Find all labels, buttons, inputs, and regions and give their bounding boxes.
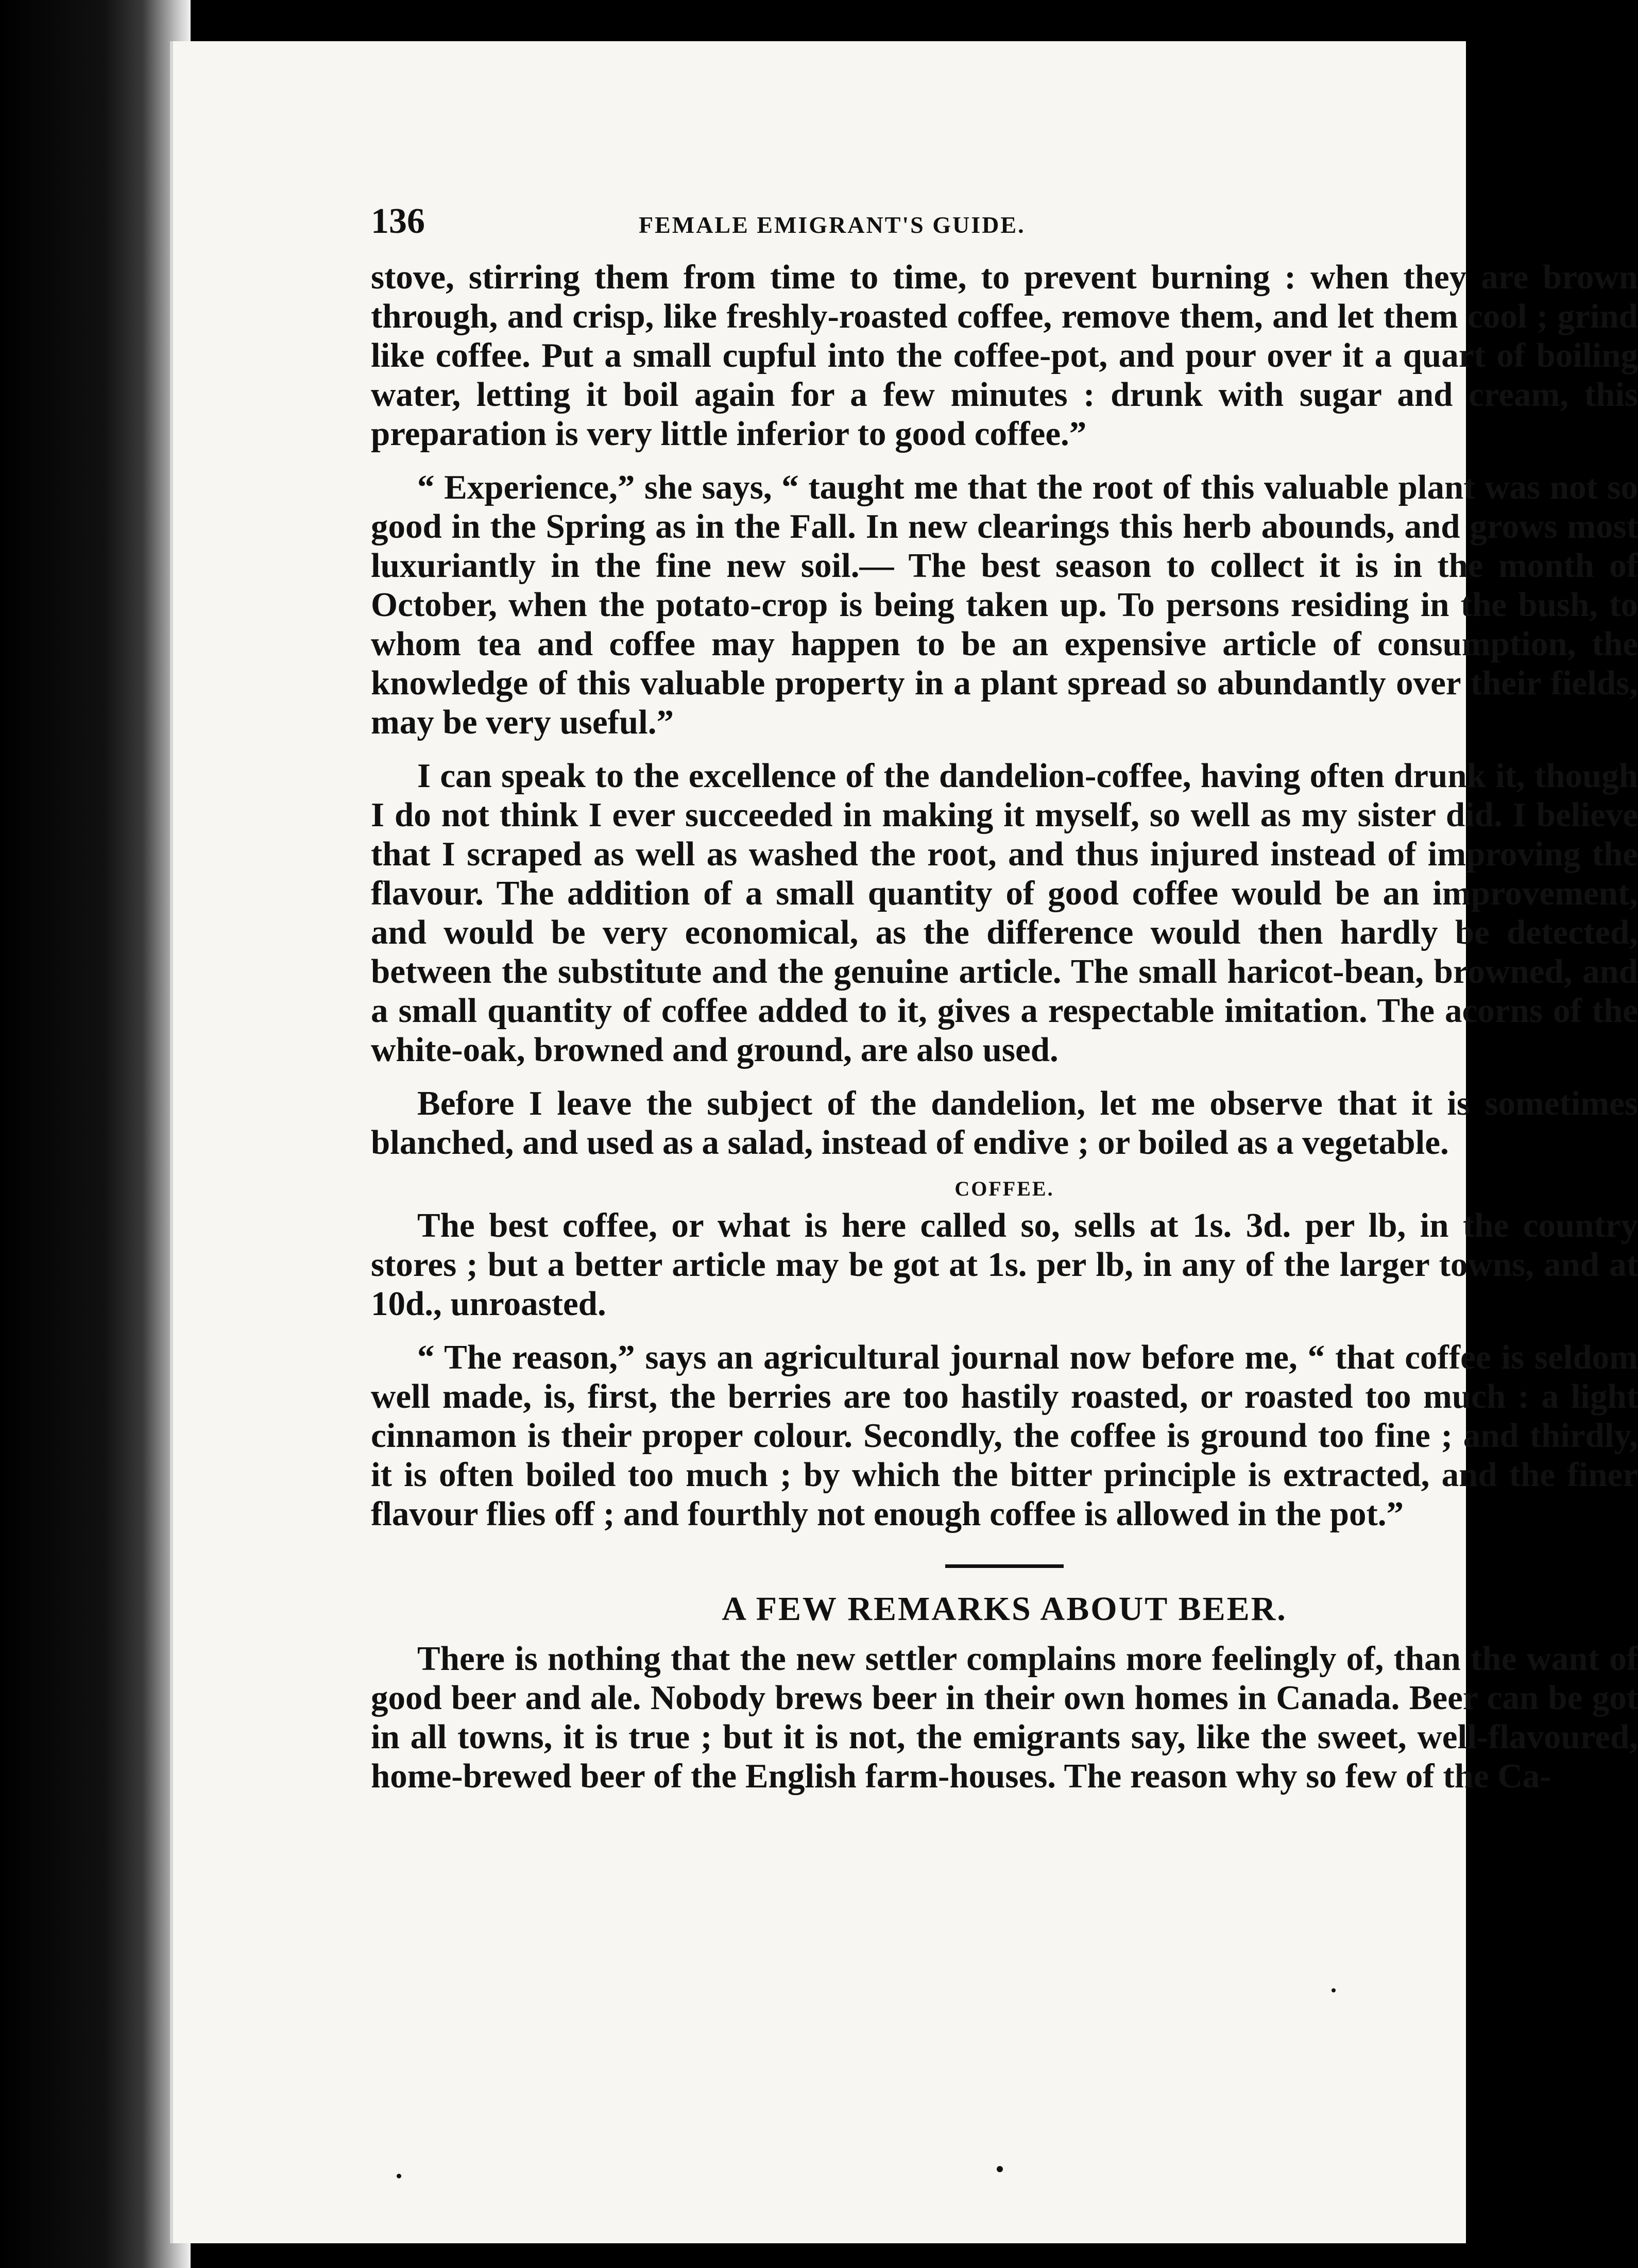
scan-speck bbox=[1332, 1988, 1336, 1992]
page-content bbox=[206, 170, 1638, 1795]
page-number: 136 bbox=[371, 201, 425, 241]
paragraph-dandelion-salad: Before I leave the subject of the dandelion, let me observe that it is sometimes blanched, and used as a salad, instead of endive ; or boiled as a vegetable. bbox=[371, 1084, 1638, 1162]
body-text bbox=[371, 258, 1638, 1810]
paragraph-coffee-reason: “ The reason,” says an agricultural journal now before me, “ that coffee is seldom well made, is, first, the berries are too hastily roasted, or roasted too much : a light cinnamon is their proper colour. Secondly, the coffee is ground too fine ; and thirdly, it is often boiled too much ; by which the bitter principle is extracted, and the finer flavour flies off ; and fourthly not enough coffee is allowed in the pot.” bbox=[371, 1338, 1638, 1533]
scan-speck bbox=[997, 2166, 1003, 2172]
section-divider bbox=[945, 1564, 1064, 1568]
coffee-heading: COFFEE. bbox=[954, 1177, 1054, 1200]
paragraph-experience: “ Experience,” she says, “ taught me that the root of this valuable plant was not so good in the Spring as in the Fall. In new clearings this herb abounds, and grows most luxuriantly in the fine new soil.— The best season to collect it is in the month of October, when the potato-crop is being taken up. To persons residing in the bush, to whom tea and coffee may happen to be an expensive article of consumption, the knowledge of this valuable property in a plant spread so abundantly over their fields, may be very useful.” bbox=[371, 468, 1638, 741]
paragraph-stove: stove, stirring them from time to time, to prevent burning : when they are brown through, and crisp, like freshly-roasted coffee, remove them, and let them cool ; grind like coffee. Put a small cupful into the coffee-pot, and pour over it a quart of boiling water, letting it boil again for a few minutes : drunk with sugar and cream, this preparation is very little inferior to good coffee.” bbox=[371, 258, 1638, 453]
scan-speck bbox=[397, 2174, 401, 2178]
running-head bbox=[206, 170, 1422, 247]
running-title: FEMALE EMIGRANT'S GUIDE. bbox=[639, 212, 1026, 238]
book-spine-shadow bbox=[0, 0, 191, 2268]
paragraph-coffee-price: The best coffee, or what is here called so, sells at 1s. 3d. per lb, in the country stores ; but a better article may be got at 1s. per lb, in any of the larger towns, and at 10d., unroasted. bbox=[371, 1206, 1638, 1323]
beer-heading: A FEW REMARKS ABOUT BEER. bbox=[722, 1590, 1287, 1628]
paragraph-dandelion-coffee: I can speak to the excellence of the dandelion-coffee, having often drunk it, though I do not think I ever succeeded in making it myself, so well as my sister did. I believe that I scraped as well as washed the root, and thus injured instead of improving the flavour. The addition of a small quantity of good coffee would be an improvement, and would be very economical, as the difference would then hardly be detected, between the substitute and the genuine article. The small haricot-bean, browned, and a small quantity of coffee added to it, gives a respectable imitation. The acorns of the white-oak, browned and ground, are also used. bbox=[371, 757, 1638, 1069]
paragraph-beer: There is nothing that the new settler complains more feelingly of, than the want of good beer and ale. Nobody brews beer in their own homes in Canada. Beer can be got in all towns, it is true ; but it is not, the emigrants say, like the sweet, well-flavoured, home-brewed beer of the English farm-houses. The reason why so few of the Ca- bbox=[371, 1640, 1638, 1795]
